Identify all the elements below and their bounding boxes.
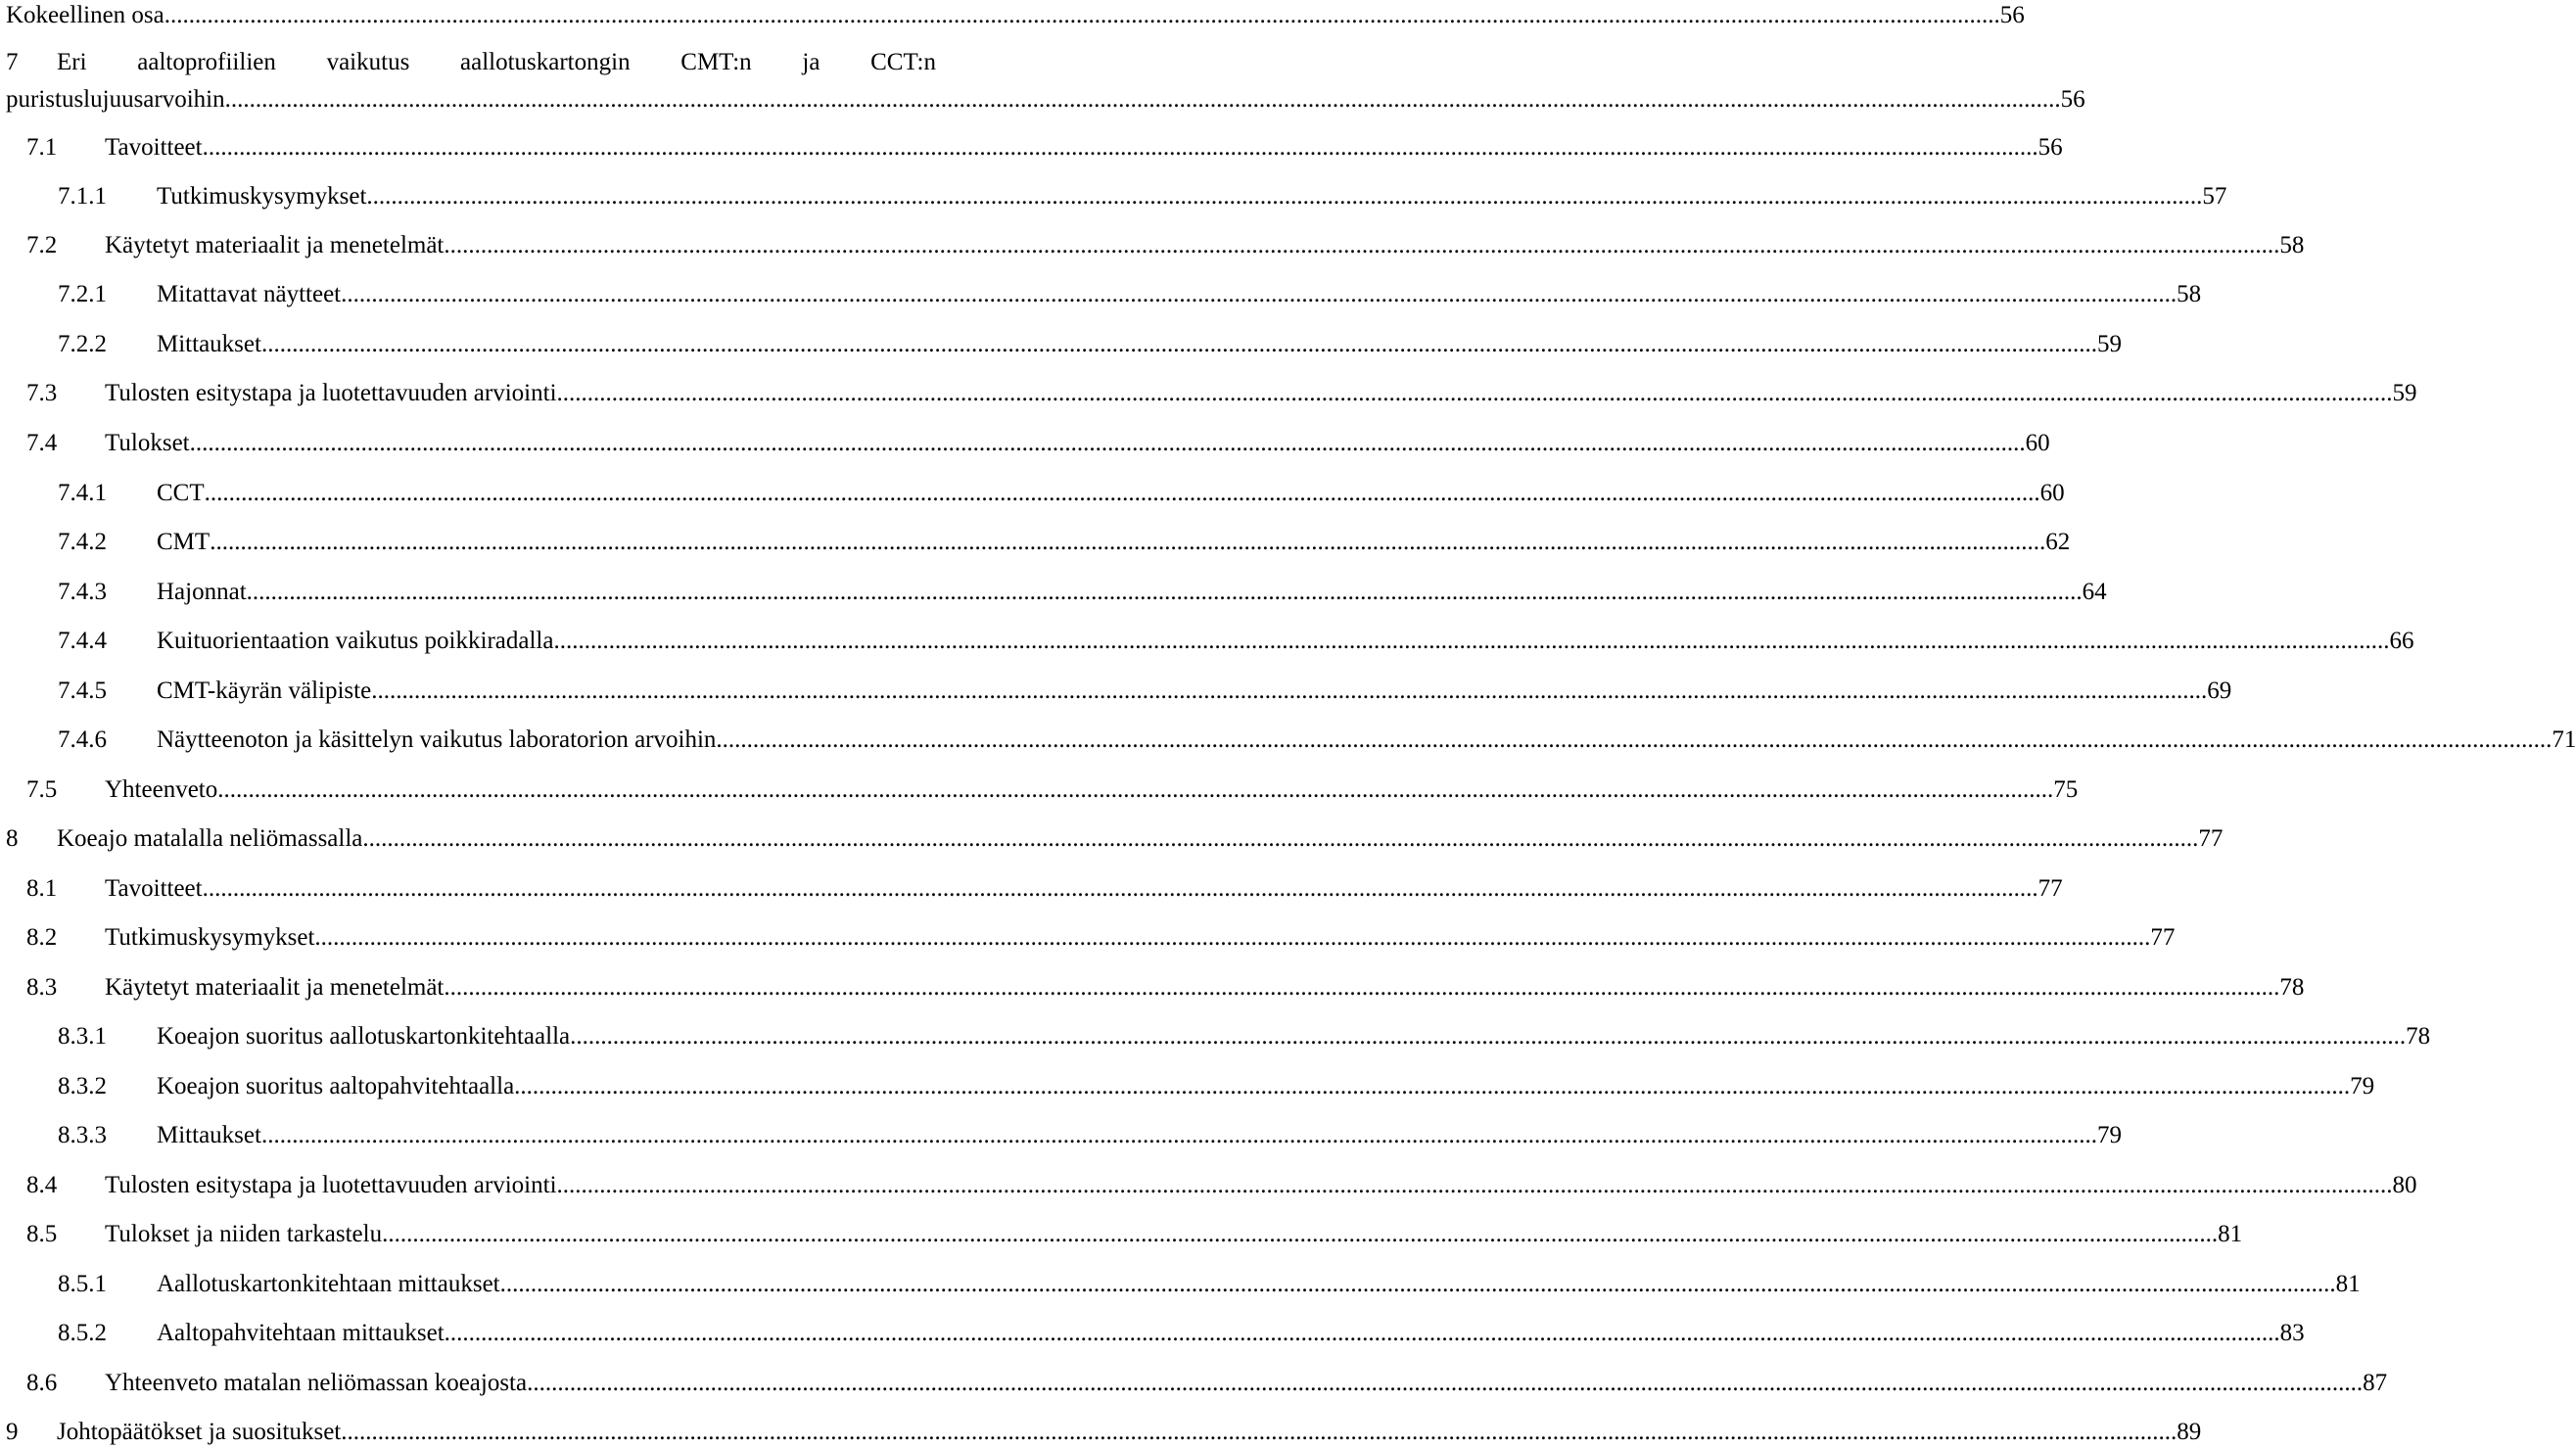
toc-entry[interactable]	[0, 279, 2202, 310]
toc-entry[interactable]	[0, 329, 2122, 360]
toc-entry-title: Eri aaltoprofiilien vaikutus aallotuskartongin CMT:n ja CCT:n	[57, 47, 936, 78]
toc-entry-title: Tulosten esitystapa ja luotettavuuden arviointi	[105, 1170, 557, 1201]
toc-dot-leader: ............................................................................................................................................................................................................................................................................................................	[371, 677, 2208, 704]
toc-entry-page-number: 89	[2177, 1417, 2201, 1448]
toc-entry-page-number: 62	[2045, 527, 2070, 558]
toc-entry[interactable]	[0, 1368, 2388, 1399]
toc-entry-title: puristuslujuusarvoihin	[6, 84, 225, 116]
toc-dot-leader: ............................................................................................................................................................................................................................................................................................................	[514, 1073, 2351, 1099]
toc-entry-page-number: 87	[2363, 1368, 2387, 1399]
toc-entry-page-number: 56	[2061, 84, 2085, 116]
toc-dot-leader: ............................................................................................................................................................................................................................................................................................................	[202, 134, 2038, 161]
toc-entry-number: 7.3	[26, 380, 58, 406]
toc-entry[interactable]	[0, 676, 2232, 707]
toc-entry-page-number: 56	[2038, 132, 2063, 163]
toc-entry[interactable]	[0, 823, 2224, 855]
toc-entry-page-number: 80	[2393, 1170, 2417, 1201]
toc-entry-page-number: 59	[2097, 329, 2122, 360]
toc-entry-title: Aallotuskartonkitehtaan mittaukset	[157, 1269, 500, 1300]
toc-entry-number: 7.4.1	[58, 480, 107, 506]
toc-entry-number: 7.4.6	[58, 726, 107, 753]
toc-entry-number: 8.4	[26, 1172, 58, 1198]
toc-entry-page-number: 77	[2198, 823, 2223, 855]
toc-dot-leader: ............................................................................................................................................................................................................................................................................................................	[382, 1221, 2219, 1247]
toc-entry[interactable]	[0, 922, 2176, 954]
toc-entry[interactable]	[0, 132, 2063, 163]
toc-entry[interactable]	[0, 1318, 2305, 1349]
toc-dot-leader: ............................................................................................................................................................................................................................................................................................................	[217, 776, 2054, 803]
toc-dot-leader: ............................................................................................................................................................................................................................................................................................................	[527, 1370, 2364, 1396]
toc-entry-title: Tutkimuskysymykset	[157, 181, 366, 212]
toc-entry-title: Kuituorientaation vaikutus poikkiradalla	[157, 626, 553, 657]
toc-dot-leader: ............................................................................................................................................................................................................................................................................................................	[444, 1320, 2280, 1346]
toc-entry-page-number: 81	[2218, 1219, 2242, 1250]
toc-entry-number: 8.3.3	[58, 1122, 107, 1148]
toc-dot-leader: ............................................................................................................................................................................................................................................................................................................	[210, 529, 2046, 555]
toc-entry[interactable]	[0, 724, 2576, 756]
toc-entry-title: Käytetyt materiaalit ja menetelmät	[105, 230, 444, 261]
toc-entry-title: Tavoitteet	[105, 873, 203, 905]
toc-entry-page-number: 60	[2026, 428, 2050, 459]
toc-dot-leader: ............................................................................................................................................................................................................................................................................................................	[499, 1271, 2336, 1297]
toc-entry[interactable]	[0, 47, 940, 78]
toc-entry-number: 7.2.1	[58, 281, 107, 307]
toc-entry-number: 7.4	[26, 430, 58, 456]
toc-entry-title: Mitattavat näytteet	[157, 279, 341, 310]
toc-entry-title: Mittaukset	[157, 1120, 261, 1151]
toc-entry-number: 7.2.2	[58, 331, 107, 357]
toc-entry-number: 7.5	[26, 776, 58, 803]
toc-entry-title: Kokeellinen osa	[6, 0, 164, 31]
toc-entry[interactable]	[0, 972, 2305, 1004]
toc-dot-leader: ............................................................................................................................................................................................................................................................................................................	[716, 726, 2553, 753]
toc-entry-number: 8.6	[26, 1370, 58, 1396]
toc-dot-leader: ............................................................................................................................................................................................................................................................................................................	[444, 974, 2280, 1001]
toc-entry-page-number: 66	[2389, 626, 2413, 657]
toc-entry-number: 8.5.2	[58, 1320, 107, 1346]
toc-entry-title: Tulosten esitystapa ja luotettavuuden arviointi	[105, 378, 557, 409]
toc-entry-number: 8.3.1	[58, 1023, 107, 1050]
toc-entry[interactable]	[0, 1021, 2431, 1052]
toc-entry-number: 7.4.2	[58, 529, 107, 555]
toc-entry-title: Yhteenveto matalan neliömassan koeajosta	[105, 1368, 527, 1399]
toc-entry-page-number: 79	[2097, 1120, 2122, 1151]
toc-entry-title: Johtopäätökset ja suositukset	[57, 1417, 341, 1448]
toc-entry-number: 7.2	[26, 232, 58, 258]
toc-entry-number: 8.3.2	[58, 1073, 107, 1099]
toc-entry-title: Tavoitteet	[105, 132, 203, 163]
toc-entry-number: 7.4.3	[58, 579, 107, 605]
toc-entry-page-number: 60	[2040, 478, 2065, 509]
toc-entry[interactable]	[0, 577, 2107, 608]
toc-entry-page-number: 69	[2207, 676, 2231, 707]
toc-entry-page-number: 58	[2177, 279, 2201, 310]
toc-dot-leader: ............................................................................................................................................................................................................................................................................................................	[366, 183, 2203, 210]
toc-entry[interactable]	[0, 1269, 2361, 1300]
toc-dot-leader: ............................................................................................................................................................................................................................................................................................................	[204, 480, 2040, 506]
toc-entry-title: Mittaukset	[157, 329, 261, 360]
toc-entry-title: Tutkimuskysymykset	[105, 922, 314, 954]
toc-entry-page-number: 71	[2552, 724, 2576, 756]
toc-entry-title: Hajonnat	[157, 577, 247, 608]
toc-entry-title: Käytetyt materiaalit ja menetelmät	[105, 972, 444, 1004]
toc-entry[interactable]	[0, 1071, 2375, 1102]
toc-entry-page-number: 83	[2280, 1318, 2305, 1349]
toc-entry-title: CCT	[157, 478, 205, 509]
toc-entry-page-number: 59	[2393, 378, 2417, 409]
toc-entry-page-number: 79	[2350, 1071, 2374, 1102]
toc-entry-number: 8.3	[26, 974, 58, 1001]
toc-dot-leader: ............................................................................................................................................................................................................................................................................................................	[189, 430, 2026, 456]
toc-entry[interactable]	[0, 527, 2071, 558]
toc-entry-number: 8.5.1	[58, 1271, 107, 1297]
toc-entry-number: 8	[6, 825, 19, 852]
toc-entry-page-number: 77	[2150, 922, 2175, 954]
toc-entry-number: 7	[6, 49, 19, 75]
toc-entry-title: CMT-käyrän välipiste	[157, 676, 371, 707]
toc-dot-leader: ............................................................................................................................................................................................................................................................................................................	[260, 1122, 2097, 1148]
toc-entry-title: Koeajo matalalla neliömassalla	[57, 823, 362, 855]
toc-entry-number: 7.4.4	[58, 628, 107, 654]
toc-entry[interactable]	[0, 84, 2085, 116]
toc-entry-page-number: 56	[2000, 0, 2025, 31]
toc-entry-title: CMT	[157, 527, 210, 558]
toc-entry-title: Yhteenveto	[105, 774, 217, 806]
toc-entry-page-number: 77	[2038, 873, 2063, 905]
toc-entry-page-number: 58	[2279, 230, 2304, 261]
toc-dot-leader: ............................................................................................................................................................................................................................................................................................................	[444, 232, 2280, 258]
toc-entry-number: 7.4.5	[58, 677, 107, 704]
toc-entry[interactable]	[0, 1170, 2417, 1201]
toc-entry[interactable]	[0, 1417, 2202, 1448]
toc-dot-leader: ............................................................................................................................................................................................................................................................................................................	[570, 1023, 2407, 1050]
toc-entry[interactable]	[0, 478, 2065, 509]
toc-entry-page-number: 78	[2279, 972, 2304, 1004]
toc-entry-title: Koeajon suoritus aaltopahvitehtaalla	[157, 1071, 514, 1102]
toc-dot-leader: ............................................................................................................................................................................................................................................................................................................	[246, 579, 2083, 605]
toc-entry-page-number: 75	[2053, 774, 2078, 806]
toc-dot-leader: ............................................................................................................................................................................................................................................................................................................	[553, 628, 2390, 654]
toc-dot-leader: ............................................................................................................................................................................................................................................................................................................	[224, 86, 2061, 113]
toc-entry-number: 8.1	[26, 875, 58, 902]
toc-dot-leader: ............................................................................................................................................................................................................................................................................................................	[556, 380, 2393, 406]
toc-entry[interactable]	[0, 1219, 2243, 1250]
toc-entry-title: Näytteenoton ja käsittelyn vaikutus laboratorion arvoihin	[157, 724, 716, 756]
toc-entry[interactable]	[0, 626, 2414, 657]
toc-dot-leader: ............................................................................................................................................................................................................................................................................................................	[202, 875, 2038, 902]
toc-entry-page-number: 57	[2202, 181, 2226, 212]
toc-dot-leader: ............................................................................................................................................................................................................................................................................................................	[164, 2, 2000, 28]
toc-entry-page-number: 81	[2336, 1269, 2361, 1300]
toc-entry-number: 7.1	[26, 134, 58, 161]
toc-entry-number: 8.5	[26, 1221, 58, 1247]
toc-entry-page-number: 78	[2406, 1021, 2430, 1052]
toc-dot-leader: ............................................................................................................................................................................................................................................................................................................	[341, 1419, 2178, 1445]
toc-entry-number: 9	[6, 1419, 19, 1445]
toc-entry[interactable]	[0, 230, 2305, 261]
toc-dot-leader: ............................................................................................................................................................................................................................................................................................................	[314, 924, 2151, 951]
toc-entry[interactable]	[0, 428, 2050, 459]
toc-entry-title: Aaltopahvitehtaan mittaukset	[157, 1318, 445, 1349]
toc-entry-title: Tulokset	[105, 428, 190, 459]
toc-entry[interactable]	[0, 873, 2063, 905]
toc-entry[interactable]	[0, 0, 2025, 31]
toc-entry-number: 8.2	[26, 924, 58, 951]
toc-entry-page-number: 64	[2083, 577, 2107, 608]
toc-entry-title: Koeajon suoritus aallotuskartonkitehtaalla	[157, 1021, 570, 1052]
toc-entry[interactable]	[0, 1120, 2122, 1151]
toc-entry-number: 7.1.1	[58, 183, 107, 210]
toc-dot-leader: ............................................................................................................................................................................................................................................................................................................	[341, 281, 2178, 307]
toc-dot-leader: ............................................................................................................................................................................................................................................................................................................	[260, 331, 2097, 357]
toc-dot-leader: ............................................................................................................................................................................................................................................................................................................	[362, 825, 2199, 852]
toc-entry[interactable]	[0, 181, 2227, 212]
toc-entry-title: Tulokset ja niiden tarkastelu	[105, 1219, 382, 1250]
toc-entry[interactable]	[0, 774, 2079, 806]
toc-dot-leader: ............................................................................................................................................................................................................................................................................................................	[556, 1172, 2393, 1198]
toc-entry[interactable]	[0, 378, 2417, 409]
